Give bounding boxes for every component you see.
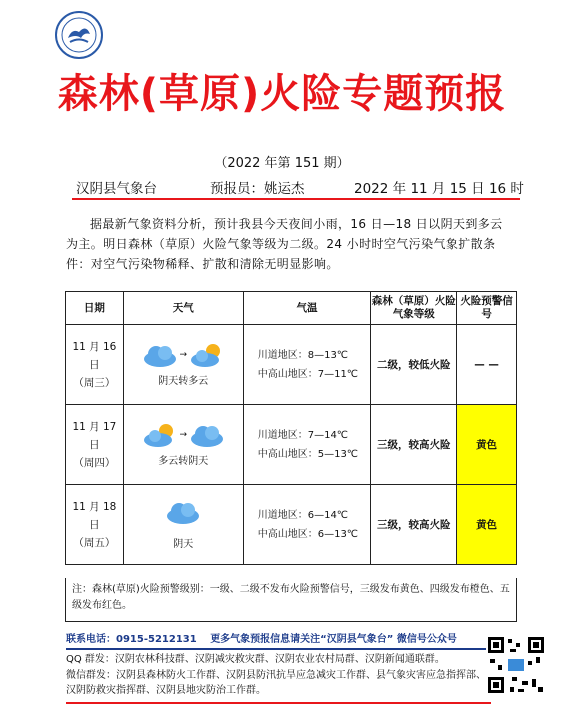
qr-code-icon — [486, 635, 546, 695]
wechat-groups: 微信群发：汉阴县森林防火工作群、汉阴县防汛抗旱应急减灾工作群、县气象灾害应急指挥部、汉阴防救灾指挥群、汉阴县地灾防治工作群。 — [66, 670, 486, 696]
contact-phone: 联系电话：0915-5212131 — [66, 634, 197, 645]
col-header-weather: 天气 — [123, 292, 243, 325]
fire-level-cell: 三级，较高火险 — [371, 485, 457, 565]
title-divider — [72, 198, 520, 200]
weather-cell — [123, 325, 243, 405]
date-cell: 11 月 16 日 （周三） — [66, 325, 124, 405]
partly-cloudy-icon — [142, 422, 178, 448]
fire-level-cell: 三级，较高火险 — [371, 405, 457, 485]
weather-cell — [123, 485, 243, 565]
col-header-temp: 气温 — [243, 292, 371, 325]
agency-name: 汉阴县气象台 — [76, 181, 157, 197]
forecast-table — [65, 291, 517, 565]
weather-label: 阴天转多云 — [158, 376, 209, 387]
weather-cell — [123, 405, 243, 485]
qq-groups: QQ 群发：汉阴农林科技群、汉阴减灾救灾群、汉阴农业农村局群、汉阴新闻通联群。 — [66, 654, 445, 665]
issue-datetime: 2022 年 11 月 15 日 16 时 — [354, 181, 524, 197]
forecast-intro: 据最新气象资料分析，预计我县今天夜间小雨，16 日—18 日以阴天到多云为主。明日森林（草原）火险气象等级为二级。24 小时时空气污染气象扩散条件：对空气污染物稀释、扩散和清除无明显影响。 — [66, 217, 503, 271]
signal-cell: 黄色 — [457, 405, 517, 485]
col-header-signal: 火险预警信号 — [457, 292, 517, 325]
meteorological-logo — [54, 10, 104, 60]
overcast-icon — [142, 342, 178, 368]
table-row — [66, 405, 517, 485]
arrow-icon: → — [179, 350, 188, 360]
overcast-icon — [189, 422, 225, 448]
date-cell: 11 月 17 日 （周四） — [66, 405, 124, 485]
report-title: 森林(草原)火险专题预报 — [57, 71, 507, 117]
temp-cell: 川道地区：7—14℃ 中高山地区：5—13℃ — [243, 405, 371, 485]
signal-cell: 黄色 — [457, 485, 517, 565]
temp-cell: 川道地区：6—14℃ 中高山地区：6—13℃ — [243, 485, 371, 565]
footer-divider — [66, 648, 491, 650]
date-cell: 11 月 18 日 （周五） — [66, 485, 124, 565]
overcast-icon — [165, 499, 201, 525]
table-header-row — [66, 292, 517, 325]
temp-cell: 川道地区：8—13℃ 中高山地区：7—11℃ — [243, 325, 371, 405]
signal-cell: — — — [457, 325, 517, 405]
footer-contact-row — [66, 632, 496, 647]
weather-label: 阴天 — [173, 539, 194, 550]
footer-bottom-line — [66, 702, 491, 704]
table-row — [66, 485, 517, 565]
issue-number: （2022 年第 151 期） — [214, 156, 350, 171]
meta-row — [72, 177, 524, 197]
col-header-fire-level: 森林（草原）火险气象等级 — [371, 292, 457, 325]
fire-level-cell: 二级，较低火险 — [371, 325, 457, 405]
follow-wechat: 更多气象预报信息请关注“汉阴县气象台” 微信号公众号 — [210, 634, 457, 645]
col-header-date: 日期 — [66, 292, 124, 325]
partly-cloudy-icon — [189, 342, 225, 368]
forecaster-name: 预报员：姚运杰 — [210, 181, 305, 197]
table-row — [66, 325, 517, 405]
weather-label: 多云转阴天 — [158, 456, 209, 467]
arrow-icon: → — [179, 430, 188, 440]
table-note: 注：森林(草原)火险预警级别：一级、二级不发布火险预警信号，三级发布黄色、四级发布橙色、五级发布红色。 — [65, 578, 517, 622]
